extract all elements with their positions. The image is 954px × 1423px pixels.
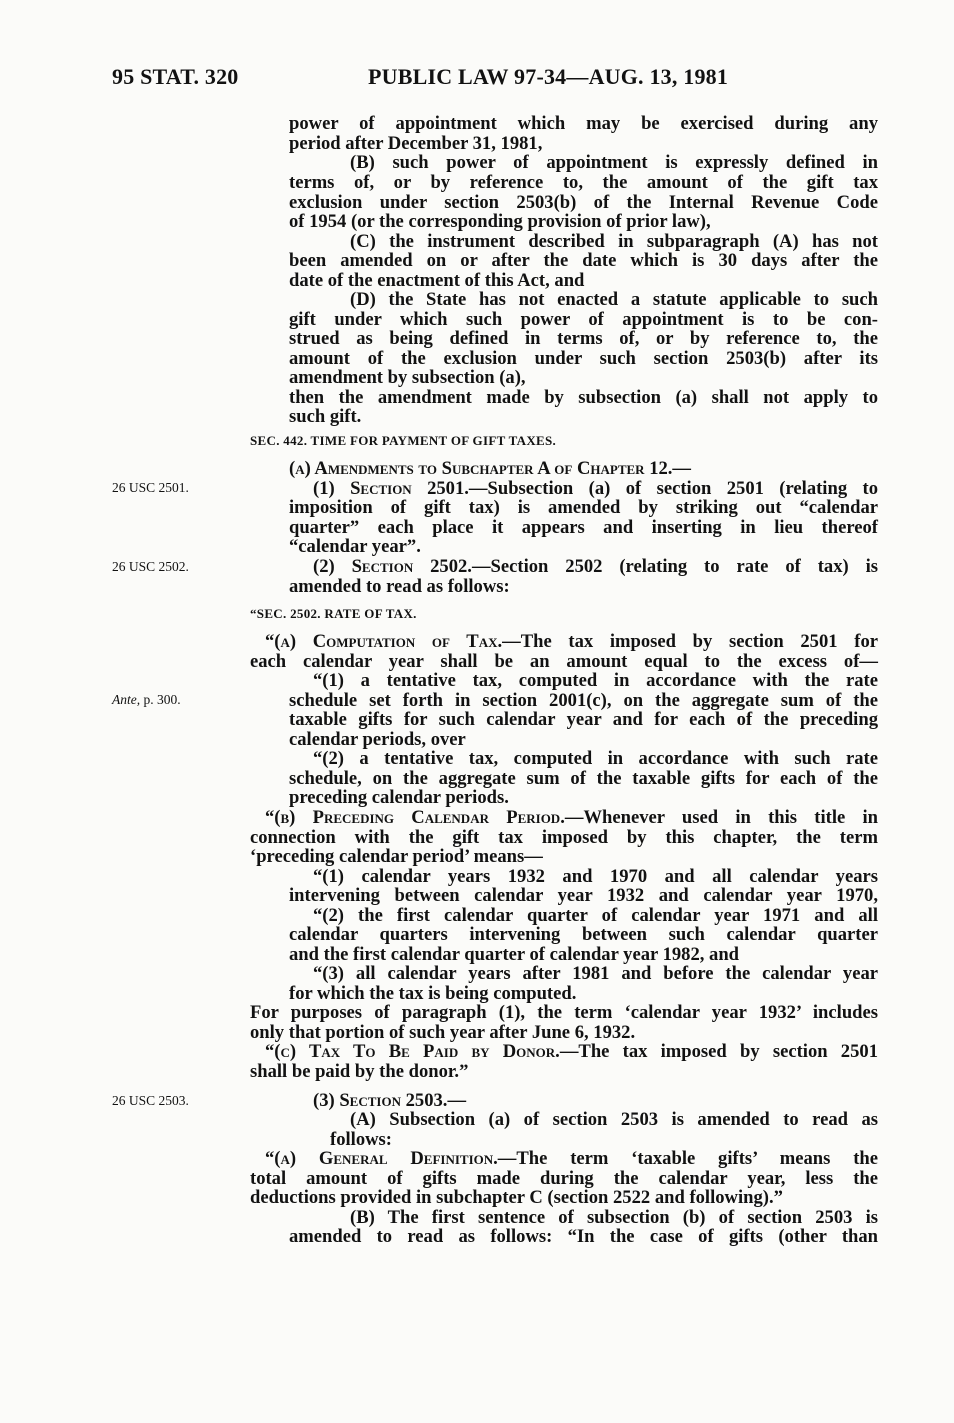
text-line: each calendar year shall be an amount equal to the excess of— xyxy=(250,651,878,672)
text-line: calendar periods, over xyxy=(289,729,466,750)
text-line xyxy=(265,1149,878,1169)
page-number-stat: 95 STAT. 320 xyxy=(112,64,239,89)
text-line: total amount of gifts made during the calendar year, less the xyxy=(250,1168,878,1189)
text-line: amount of the exclusion under such section 2503(b) after its xyxy=(289,348,878,369)
text-line xyxy=(313,479,878,499)
text-run: —The tax imposed by section 2501 for xyxy=(502,631,878,652)
text-line: calendar quarters intervening between such calendar quarter xyxy=(289,924,878,945)
text-line xyxy=(313,557,878,577)
text-run: —Subsection (a) of section 2501 (relating to xyxy=(468,478,878,499)
margin-note-usc-2502: 26 USC 2502. xyxy=(112,559,189,574)
margin-note-ante-italic: Ante, xyxy=(112,692,141,707)
text-line: amendment by subsection (a), xyxy=(289,367,526,388)
section-heading-442: SEC. 442. TIME FOR PAYMENT OF GIFT TAXES. xyxy=(250,433,557,448)
text-line: “(1) calendar years 1932 and 1970 and all calendar years xyxy=(313,866,878,887)
text-line: power of appointment which may be exercised during any xyxy=(289,113,878,134)
text-line: “(2) the first calendar quarter of calendar year 1971 and all xyxy=(313,905,878,926)
text-line: connection with the gift tax imposed by this chapter, the term xyxy=(250,827,878,848)
subsection-caption: “(b) Preceding Calendar Period. xyxy=(265,807,565,828)
text-line: taxable gifts for such calendar year and for each of the preceding xyxy=(289,709,878,730)
text-line xyxy=(265,1042,878,1062)
text-line xyxy=(313,1091,466,1111)
text-line: intervening between calendar year 1932 and calendar year 1970, xyxy=(289,885,878,906)
text-line xyxy=(265,632,878,652)
text-line: period after December 31, 1981, xyxy=(289,133,543,154)
text-line: only that portion of such year after June 6, 1932. xyxy=(250,1022,636,1043)
text-line: preceding calendar periods. xyxy=(289,787,509,808)
text-line xyxy=(265,808,878,828)
text-line: and the first calendar quarter of calendar year 1982, and xyxy=(289,944,740,965)
text-line: terms of, or by reference to, the amount of the gift tax xyxy=(289,172,878,193)
text-line: such gift. xyxy=(289,406,362,427)
text-line: quarter” each place it appears and inserting in lieu thereof xyxy=(289,517,878,538)
text-line: schedule set forth in section 2001(c), on the aggregate sum of the xyxy=(289,690,878,711)
margin-note-ante xyxy=(112,692,181,708)
text-line: “calendar year”. xyxy=(289,536,421,557)
text-line: strued as being defined in terms of, or by reference to, the xyxy=(289,328,878,349)
text-run: —Section 2502 (relating to rate of tax) is xyxy=(471,556,878,577)
text-line: (D) the State has not enacted a statute applicable to such xyxy=(350,289,878,310)
text-line: “(3) all calendar years after 1981 and before the calendar year xyxy=(313,963,878,984)
margin-note-ante-rest: p. 300. xyxy=(140,692,181,707)
margin-note-usc-2501: 26 USC 2501. xyxy=(112,480,189,495)
text-line: then the amendment made by subsection (a) shall not apply to xyxy=(289,387,878,408)
paragraph-caption: (2) Section 2502. xyxy=(313,556,472,577)
text-line: schedule, on the aggregate sum of the taxable gifts for each of the xyxy=(289,768,878,789)
text-line: amended to read as follows: “In the case of gifts (other than xyxy=(289,1226,878,1247)
text-line: date of the enactment of this Act, and xyxy=(289,270,585,291)
text-line: gift under which such power of appointment is to be con- xyxy=(289,309,878,330)
section-heading-2502: “SEC. 2502. RATE OF TAX. xyxy=(250,606,417,621)
text-run: —The term ‘taxable gifts’ means the xyxy=(497,1148,878,1169)
text-run: —Whenever used in this title in xyxy=(564,807,878,828)
text-line: deductions provided in subchapter C (section 2522 and following).” xyxy=(250,1187,783,1208)
text-line: “(2) a tentative tax, computed in accordance with such rate xyxy=(313,748,878,769)
text-run: —The tax imposed by section 2501 xyxy=(559,1041,878,1062)
margin-note-usc-2503: 26 USC 2503. xyxy=(112,1093,189,1108)
running-head: PUBLIC LAW 97-34—AUG. 13, 1981 xyxy=(368,64,729,89)
text-line: “(1) a tentative tax, computed in accordance with the rate xyxy=(313,670,878,691)
text-line: (B) such power of appointment is expressly defined in xyxy=(350,152,878,173)
text-line: For purposes of paragraph (1), the term ‘calendar year 1932’ includes xyxy=(250,1002,878,1023)
text-line: amended to read as follows: xyxy=(289,576,510,597)
text-line: (C) the instrument described in subparagraph (A) has not xyxy=(350,231,878,252)
text-line: (A) Subsection (a) of section 2503 is amended to read as xyxy=(350,1109,878,1130)
text-line: follows: xyxy=(330,1129,392,1150)
text-line: for which the tax is being computed. xyxy=(289,983,577,1004)
subsection-caption: “(a) Computation of Tax. xyxy=(265,631,503,652)
subsection-caption: (a) Amendments to Subchapter A of Chapter 12.— xyxy=(289,458,692,479)
paragraph-caption: (3) Section 2503.— xyxy=(313,1090,467,1111)
text-line: imposition of gift tax) is amended by striking out “calendar xyxy=(289,497,878,518)
paragraph-caption: (1) Section 2501. xyxy=(313,478,469,499)
text-line: ‘preceding calendar period’ means— xyxy=(250,846,543,867)
subsection-caption: “(a) General Definition. xyxy=(265,1148,498,1169)
text-line xyxy=(289,459,691,479)
text-line: been amended on or after the date which is 30 days after the xyxy=(289,250,878,271)
subsection-caption: “(c) Tax To Be Paid by Donor. xyxy=(265,1041,560,1062)
text-line: of 1954 (or the corresponding provision of prior law), xyxy=(289,211,711,232)
text-line: (B) The first sentence of subsection (b) of section 2503 is xyxy=(350,1207,878,1228)
text-line: exclusion under section 2503(b) of the Internal Revenue Code xyxy=(289,192,878,213)
text-line: shall be paid by the donor.” xyxy=(250,1061,469,1082)
